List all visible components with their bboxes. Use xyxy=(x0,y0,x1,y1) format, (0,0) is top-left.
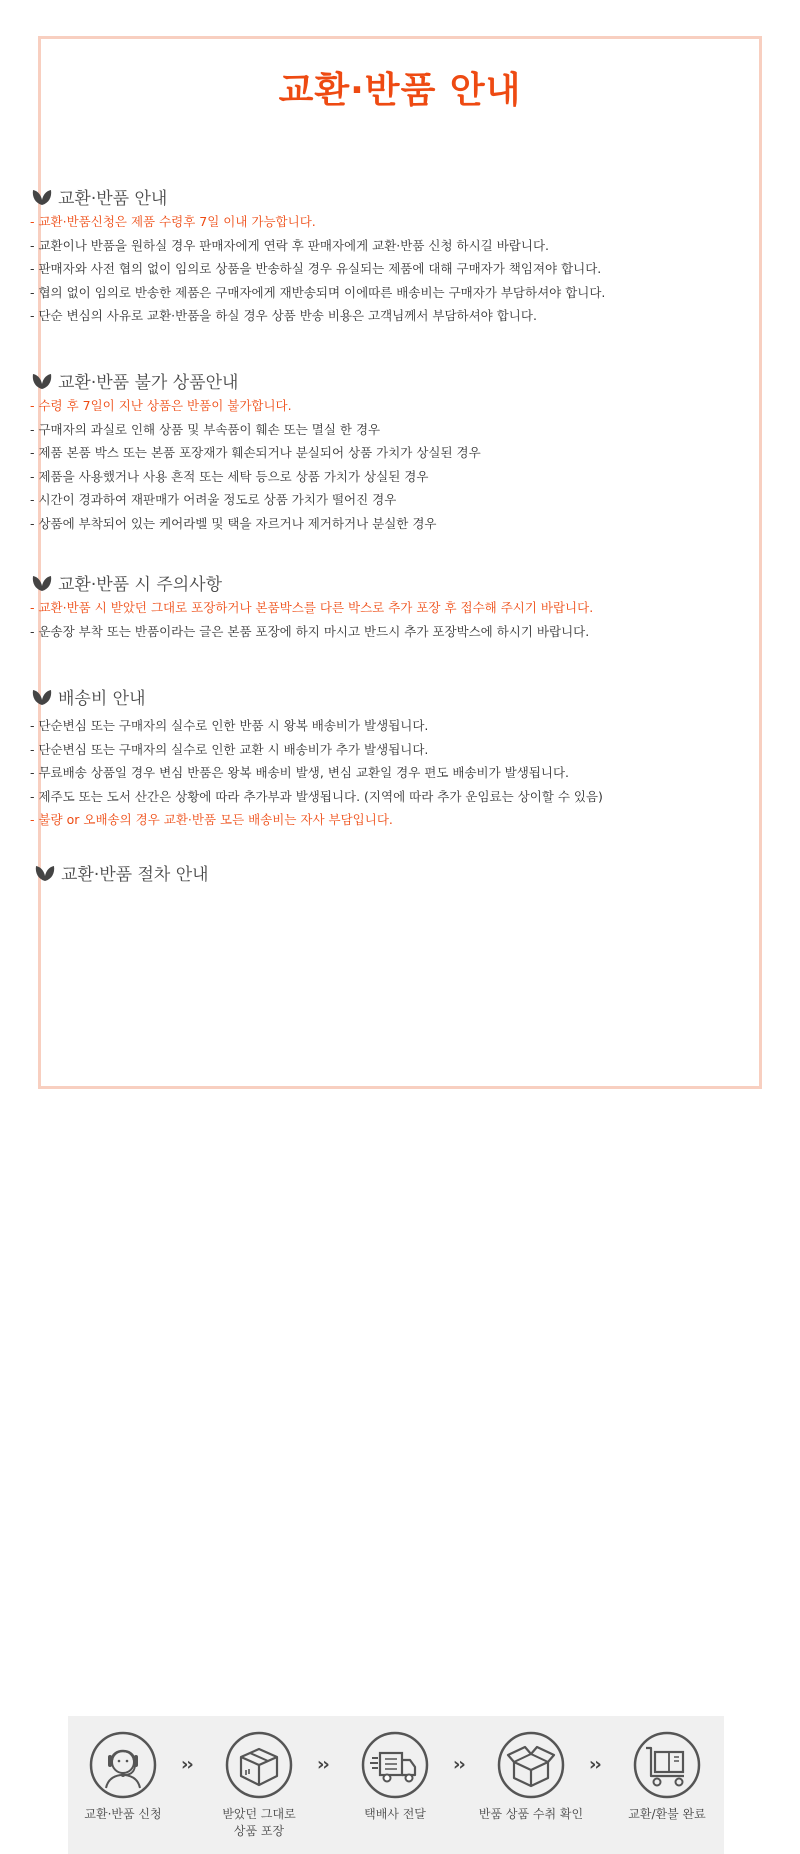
step-label xyxy=(204,1806,314,1840)
notice-line: - 불량 or 오배송의 경우 교환·반품 모든 배송비는 자사 부담입니다. xyxy=(30,812,393,827)
process-step xyxy=(340,1730,450,1823)
leaf-icon xyxy=(30,572,54,592)
notice-line: - 협의 없이 임의로 반송한 제품은 구매자에게 재반송되며 이에따른 배송비는 구매자가 부담하셔야 합니다. xyxy=(30,284,606,300)
notice-line: - 교환·반품신청은 제품 수령후 7일 이내 가능합니다. xyxy=(30,214,316,229)
step-label-line: 상품 포장 xyxy=(233,1824,285,1838)
notice-line: - 단순변심 또는 구매자의 실수로 인한 반품 시 왕복 배송비가 발생됩니다. xyxy=(30,718,429,733)
section-shipping-fee xyxy=(30,684,780,832)
notice-line: - 수령 후 7일이 지난 상품은 반품이 불가합니다. xyxy=(30,398,292,413)
notice-line: - 제품 본품 박스 또는 본품 포장재가 훼손되거나 분실되어 상품 가치가 상실된 경우 xyxy=(30,445,481,460)
customer-service-icon xyxy=(88,1730,158,1800)
process-step xyxy=(476,1730,586,1823)
notice-line: - 운송장 부착 또는 반품이라는 글은 본품 포장에 하지 마시고 반드시 추가 포장박스에 하시기 바랍니다. xyxy=(30,623,590,639)
section-title: 교환·반품 안내 xyxy=(58,188,168,209)
section-title: 교환·반품 절차 안내 xyxy=(61,864,209,885)
section-title: 교환·반품 불가 상품안내 xyxy=(58,372,239,393)
process-step xyxy=(612,1730,722,1823)
step-label-line: 받았던 그대로 xyxy=(222,1807,296,1821)
section-exchange-return-info xyxy=(30,184,780,328)
procedure-flow xyxy=(68,1716,724,1854)
section-title: 교환·반품 시 주의사항 xyxy=(58,574,223,595)
chevron-right-icon: ›› xyxy=(317,1754,328,1775)
leaf-icon xyxy=(30,686,54,706)
step-label: 교환/환불 완료 xyxy=(628,1807,706,1821)
step-label: 교환·반품 신청 xyxy=(84,1807,162,1821)
package-box-icon xyxy=(224,1730,294,1800)
chevron-right-icon: ›› xyxy=(453,1754,464,1775)
process-step xyxy=(68,1730,178,1823)
notice-line: - 무료배송 상품일 경우 변심 반품은 왕복 배송비 발생, 변심 교환일 경우 편도 배송비가 발생됩니다. xyxy=(30,765,570,780)
chevron-right-icon: ›› xyxy=(589,1754,600,1775)
open-box-icon xyxy=(496,1730,566,1800)
step-label: 택배사 전달 xyxy=(364,1807,426,1821)
leaf-icon xyxy=(30,186,54,206)
cart-complete-icon xyxy=(632,1730,702,1800)
notice-line: - 제품을 사용했거나 사용 흔적 또는 세탁 등으로 상품 가치가 상실된 경우 xyxy=(30,468,429,484)
notice-line: - 교환이나 반품을 원하실 경우 판매자에게 연락 후 판매자에게 교환·반품 신청 하시길 바랍니다. xyxy=(30,237,549,253)
notice-line: - 단순 변심의 사유로 교환·반품을 하실 경우 상품 반송 비용은 고객님께서 부담하셔야 합니다. xyxy=(30,308,537,323)
section-non-returnable xyxy=(30,368,780,535)
notice-line: - 시간이 경과하여 재판매가 어려울 정도로 상품 가치가 떨어진 경우 xyxy=(30,492,397,507)
section-header xyxy=(30,684,780,708)
section-header xyxy=(30,570,780,594)
chevron-right-icon: ›› xyxy=(181,1754,192,1775)
notice-line: - 상품에 부착되어 있는 케어라벨 및 택을 자르거나 제거하거나 분실한 경우 xyxy=(30,515,437,531)
section-header xyxy=(30,184,780,208)
section-title: 배송비 안내 xyxy=(58,688,146,709)
notice-line: - 판매자와 사전 협의 없이 임의로 상품을 반송하실 경우 유실되는 제품에 대해 구매자가 책임져야 합니다. xyxy=(30,261,602,276)
step-label: 반품 상품 수취 확인 xyxy=(478,1807,584,1821)
section-precautions xyxy=(30,570,780,643)
page-title: 교환·반품 안내 xyxy=(278,70,522,111)
notice-line: - 제주도 또는 도서 산간은 상황에 따라 추가부과 발생됩니다. (지역에 따라 추가 운임료는 상이할 수 있음) xyxy=(30,788,603,804)
leaf-icon xyxy=(30,370,54,390)
notice-line: - 교환·반품 시 받았던 그대로 포장하거나 본품박스를 다른 박스로 추가 포장 후 접수해 주시기 바랍니다. xyxy=(30,600,594,615)
notice-line: - 구매자의 과실로 인해 상품 및 부속품이 훼손 또는 멸실 한 경우 xyxy=(30,421,381,437)
leaf-icon xyxy=(33,862,57,882)
section-header xyxy=(33,860,780,884)
section-header xyxy=(30,368,780,392)
process-step xyxy=(204,1730,314,1840)
section-procedure xyxy=(33,860,780,1838)
delivery-truck-icon xyxy=(360,1730,430,1800)
notice-line: - 단순변심 또는 구매자의 실수로 인한 교환 시 배송비가 추가 발생됩니다. xyxy=(30,741,429,757)
